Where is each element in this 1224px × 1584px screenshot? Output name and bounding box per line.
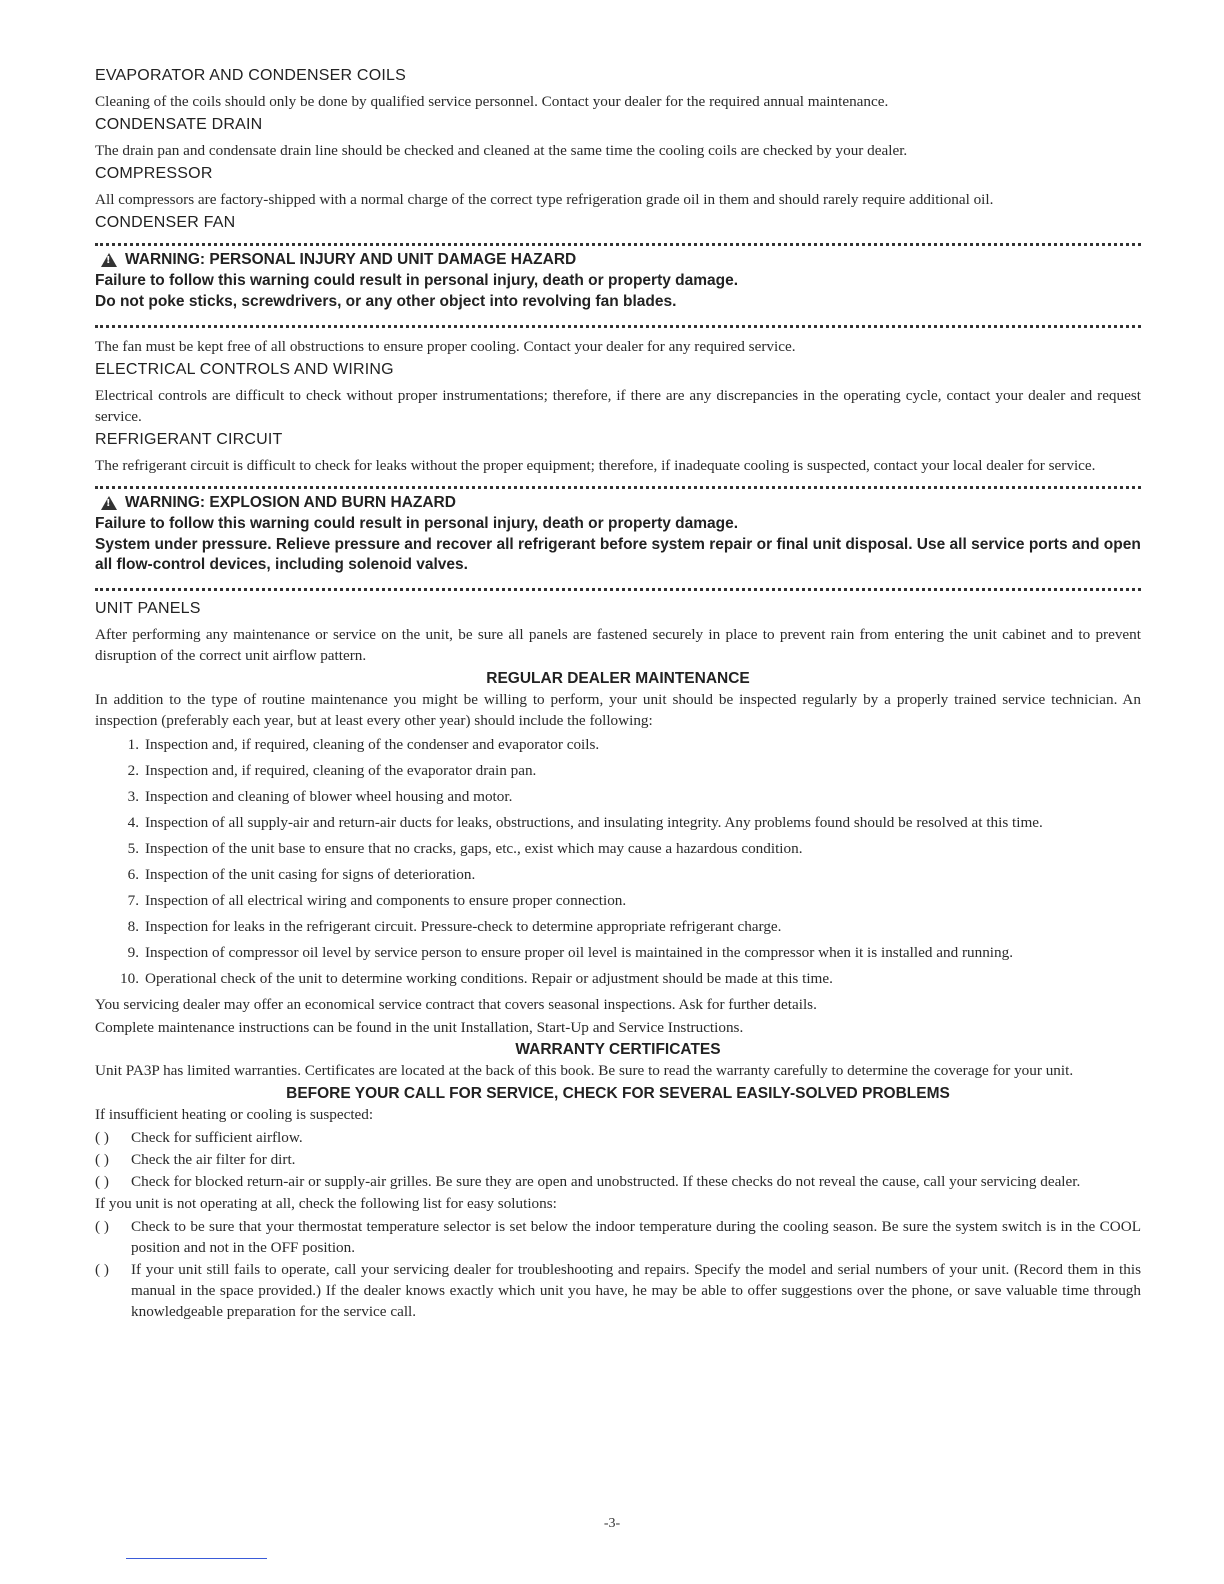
section-text: The refrigerant circuit is difficult to check for leaks without the proper equipment; therefore, if inadequate cooling is suspected, contact your local dealer for service. xyxy=(95,457,1096,474)
maintenance-list xyxy=(95,734,1141,989)
maintenance-intro: In addition to the type of routine maintenance you might be willing to perform, your unit should be inspected regularly by a properly trained service technician. An inspection (preferably each year, but at least every other year) should include the following: xyxy=(95,691,1141,729)
section-text: Cleaning of the coils should only be done by qualified service personnel. Contact your dealer for the required annual maintenance. xyxy=(95,93,889,110)
warning-triangle-icon xyxy=(101,253,117,267)
list-item: 7. Inspection of all electrical wiring and components to ensure proper connection. xyxy=(127,892,627,909)
warning-line: System under pressure. Relieve pressure and recover all refrigerant before system repair or final unit disposal. Use all service ports and open all flow-control devices, including solenoid valves. xyxy=(95,536,1141,573)
checklist-item: ( ) Check to be sure that your thermostat temperature selector is set below the indoor temperature during the cooling season. Be sure the system switch is in the COOL position and not in the OFF position. xyxy=(95,1218,1141,1256)
section-electrical xyxy=(95,360,1141,427)
section-compressor xyxy=(95,164,1141,210)
check-box: ( ) xyxy=(95,1173,109,1190)
maintenance-note: You servicing dealer may offer an economical service contract that covers seasonal inspections. Ask for further details. xyxy=(95,996,817,1013)
section-text: The fan must be kept free of all obstructions to ensure proper cooling. Contact your dealer for any required service. xyxy=(95,338,796,355)
section-heading: ELECTRICAL CONTROLS AND WIRING xyxy=(95,361,394,378)
warning-line: Do not poke sticks, screwdrivers, or any other object into revolving fan blades. xyxy=(95,293,677,310)
checklist-item: ( ) Check for blocked return-air or supply-air grilles. Be sure they are open and unobstructed. If these checks do not reveal the cause, call your servicing dealer. xyxy=(95,1173,1081,1190)
service-intro: If insufficient heating or cooling is suspected: xyxy=(95,1106,374,1123)
check-box: ( ) xyxy=(95,1261,109,1278)
warning-box-injury xyxy=(95,243,1141,328)
section-warranty xyxy=(95,1040,1141,1081)
list-item: 4. Inspection of all supply-air and return-air ducts for leaks, obstructions, and insulating integrity. Any problems found should be resolved at this time. xyxy=(127,814,1043,831)
section-evaporator xyxy=(95,66,1141,112)
section-heading: UNIT PANELS xyxy=(95,600,201,617)
list-item: 8. Inspection for leaks in the refrigerant circuit. Pressure-check to determine appropriate refrigerant charge. xyxy=(127,918,782,935)
warranty-heading: WARRANTY CERTIFICATES xyxy=(515,1041,721,1058)
warning-title-text: WARNING: PERSONAL INJURY AND UNIT DAMAGE HAZARD xyxy=(125,251,577,268)
section-text: All compressors are factory-shipped with a normal charge of the correct type refrigeration grade oil in them and should rarely require additional oil. xyxy=(95,191,994,208)
section-heading: REFRIGERANT CIRCUIT xyxy=(95,431,283,448)
section-fan xyxy=(95,213,1141,233)
list-item: 9. Inspection of compressor oil level by service person to ensure proper oil level is maintained in the compressor when it is installed and running. xyxy=(127,944,1014,961)
section-refrigerant xyxy=(95,430,1141,476)
list-item: 2. Inspection and, if required, cleaning of the evaporator drain pan. xyxy=(127,762,537,779)
list-item: 5. Inspection of the unit base to ensure that no cracks, gaps, etc., exist which may cause a hazardous condition. xyxy=(127,840,803,857)
page-number: -3- xyxy=(603,1516,621,1531)
section-heading: CONDENSATE DRAIN xyxy=(95,116,263,133)
list-item: 10. Operational check of the unit to determine working conditions. Repair or adjustment should be made at this time. xyxy=(120,970,833,987)
check-box: ( ) xyxy=(95,1129,109,1146)
checklist-item: ( ) Check the air filter for dirt. xyxy=(95,1151,296,1168)
bottom-rule xyxy=(126,1558,267,1559)
section-drain xyxy=(95,115,1141,161)
check-box: ( ) xyxy=(95,1218,109,1235)
warranty-text: Unit PA3P has limited warranties. Certificates are located at the back of this book. Be sure to read the warranty carefully to determine the coverage for your unit. xyxy=(95,1062,1074,1079)
warning-title xyxy=(95,493,1141,513)
checklist-item: ( ) Check for sufficient airflow. xyxy=(95,1129,303,1146)
section-service xyxy=(95,1084,1141,1322)
warning-line: Failure to follow this warning could result in personal injury, death or property damage. xyxy=(95,272,739,289)
section-text: After performing any maintenance or service on the unit, be sure all panels are fastened securely in place to prevent rain from entering the unit cabinet and to prevent disruption of the correct unit airflow pattern. xyxy=(95,626,1141,664)
maintenance-heading: REGULAR DEALER MAINTENANCE xyxy=(486,670,750,687)
warning-triangle-icon xyxy=(101,496,117,510)
section-maintenance xyxy=(95,669,1141,1038)
maintenance-note: Complete maintenance instructions can be found in the unit Installation, Start-Up and Service Instructions. xyxy=(95,1019,744,1036)
warning-title xyxy=(95,250,1141,270)
section-text: Electrical controls are difficult to check without proper instrumentations; therefore, if there are any discrepancies in the operating cycle, contact your dealer and request service. xyxy=(95,387,1141,425)
warning-line: Failure to follow this warning could result in personal injury, death or property damage. xyxy=(95,515,739,532)
warning-title-text: WARNING: EXPLOSION AND BURN HAZARD xyxy=(125,494,456,511)
document-page xyxy=(95,66,1141,1323)
checklist-item: ( ) If your unit still fails to operate, call your servicing dealer for troubleshooting and repairs. Specify the model and serial numbers of your unit. (Record them in this manual in the space provided.) If the dealer knows exactly which unit you have, he may be able to offer suggestions over the phone, or save valuable time through knowledgeable preparation for the service call. xyxy=(95,1261,1141,1320)
check-box: ( ) xyxy=(95,1151,109,1168)
list-item: 1. Inspection and, if required, cleaning of the condenser and evaporator coils. xyxy=(127,736,600,753)
section-heading: EVAPORATOR AND CONDENSER COILS xyxy=(95,67,406,84)
service-heading: BEFORE YOUR CALL FOR SERVICE, CHECK FOR SEVERAL EASILY-SOLVED PROBLEMS xyxy=(286,1085,950,1102)
list-item: 6. Inspection of the unit casing for signs of deterioration. xyxy=(127,866,476,883)
service-intro: If you unit is not operating at all, check the following list for easy solutions: xyxy=(95,1195,557,1212)
warning-box-explosion xyxy=(95,486,1141,591)
list-item: 3. Inspection and cleaning of blower wheel housing and motor. xyxy=(127,788,513,805)
section-heading: CONDENSER FAN xyxy=(95,214,236,231)
section-heading: COMPRESSOR xyxy=(95,165,213,182)
section-panels xyxy=(95,599,1141,666)
section-text: The drain pan and condensate drain line should be checked and cleaned at the same time the cooling coils are checked by your dealer. xyxy=(95,142,908,159)
